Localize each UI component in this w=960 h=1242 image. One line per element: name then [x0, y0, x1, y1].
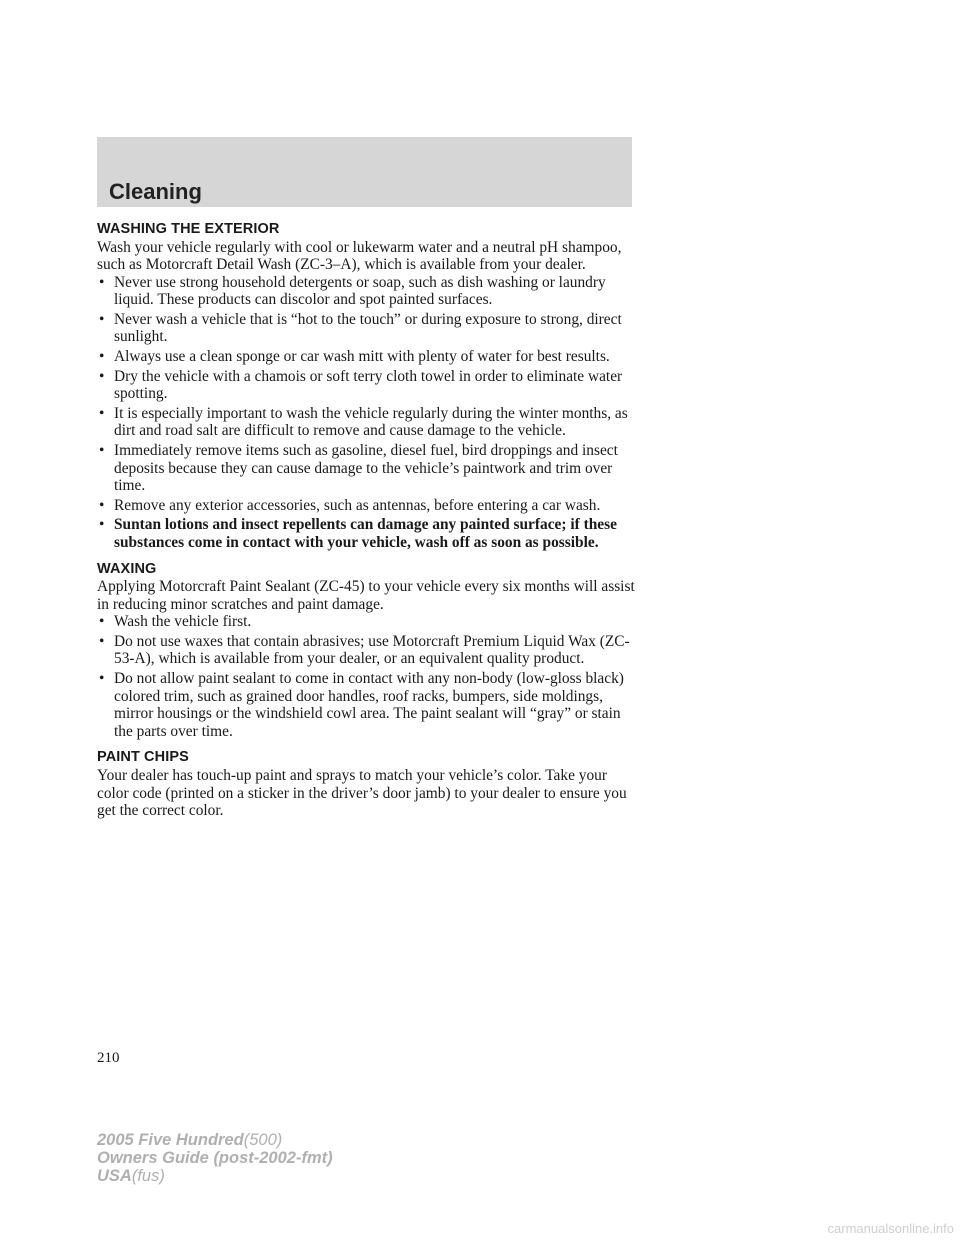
footer-line-3 [97, 1167, 333, 1185]
washing-bullet-list [97, 274, 637, 552]
footer-model-code: (500) [243, 1131, 283, 1149]
page-content [97, 221, 637, 820]
heading-paint-chips: PAINT CHIPS [97, 749, 189, 766]
list-item: • Always use a clean sponge or car wash mitt with plenty of water for best results. [97, 348, 637, 366]
list-item: • Do not allow paint sealant to come in contact with any non-body (low-gloss black) colored trim, such as grained door handles, roof racks, bumpers, side moldings, mirror housings or the windshield cowl area. The paint sealant will “gray” or stain the parts over time. [97, 670, 637, 740]
list-item: • Immediately remove items such as gasoline, diesel fuel, bird droppings and insect deposits because they can cause damage to the vehicle’s paintwork and trim over time. [97, 442, 637, 495]
list-item: • It is especially important to wash the vehicle regularly during the winter months, as dirt and road salt are difficult to remove and cause damage to the vehicle. [97, 405, 637, 440]
waxing-intro: Applying Motorcraft Paint Sealant (ZC-45) to your vehicle every six months will assist in reducing minor scratches and paint damage. [97, 578, 635, 613]
heading-washing-exterior: WASHING THE EXTERIOR [97, 221, 280, 237]
warning-text: Suntan lotions and insect repellents can damage any painted surface; if these substances come in contact with your vehicle, wash off as soon as possible. [114, 516, 617, 551]
list-item: • Never use strong household detergents or soap, such as dish washing or laundry liquid. These products can discolor and spot painted surfaces. [97, 274, 637, 309]
footer-guide: Owners Guide (post-2002-fmt) [97, 1149, 333, 1167]
waxing-bullet-list [97, 613, 637, 740]
washing-intro: Wash your vehicle regularly with cool or lukewarm water and a neutral pH shampoo, such as Motorcraft Detail Wash (ZC-3–A), which is available from your dealer. [97, 238, 622, 274]
list-item: • Remove any exterior accessories, such as antennas, before entering a car wash. [97, 497, 637, 515]
page-number: 210 [97, 1050, 120, 1066]
list-item: • Never wash a vehicle that is “hot to the touch” or during exposure to strong, direct sunlight. [97, 311, 637, 346]
section-title: Cleaning [109, 179, 202, 204]
document-footer [97, 1131, 333, 1185]
list-item: • Dry the vehicle with a chamois or soft terry cloth towel in order to eliminate water spotting. [97, 368, 637, 403]
list-item-warning [97, 516, 637, 551]
list-item: • Wash the vehicle first. [97, 613, 637, 631]
footer-market: USA [97, 1167, 132, 1185]
footer-line-2 [97, 1149, 333, 1167]
site-watermark: carmanualsonline.info [827, 1221, 954, 1236]
footer-model: 2005 Five Hundred [97, 1131, 244, 1149]
list-item: • Do not use waxes that contain abrasives; use Motorcraft Premium Liquid Wax (ZC-53-A), which is available from your dealer, or an equivalent quality product. [97, 633, 637, 668]
paint-chips-body: Your dealer has touch-up paint and sprays to match your vehicle’s color. Take your color code (printed on a sticker in the driver’s door jamb) to your dealer to ensure you get the correct color. [97, 766, 627, 820]
footer-market-code: (fus) [131, 1167, 165, 1185]
section-header-band [97, 137, 632, 207]
heading-waxing: WAXING [97, 560, 157, 577]
footer-line-1 [97, 1131, 333, 1149]
